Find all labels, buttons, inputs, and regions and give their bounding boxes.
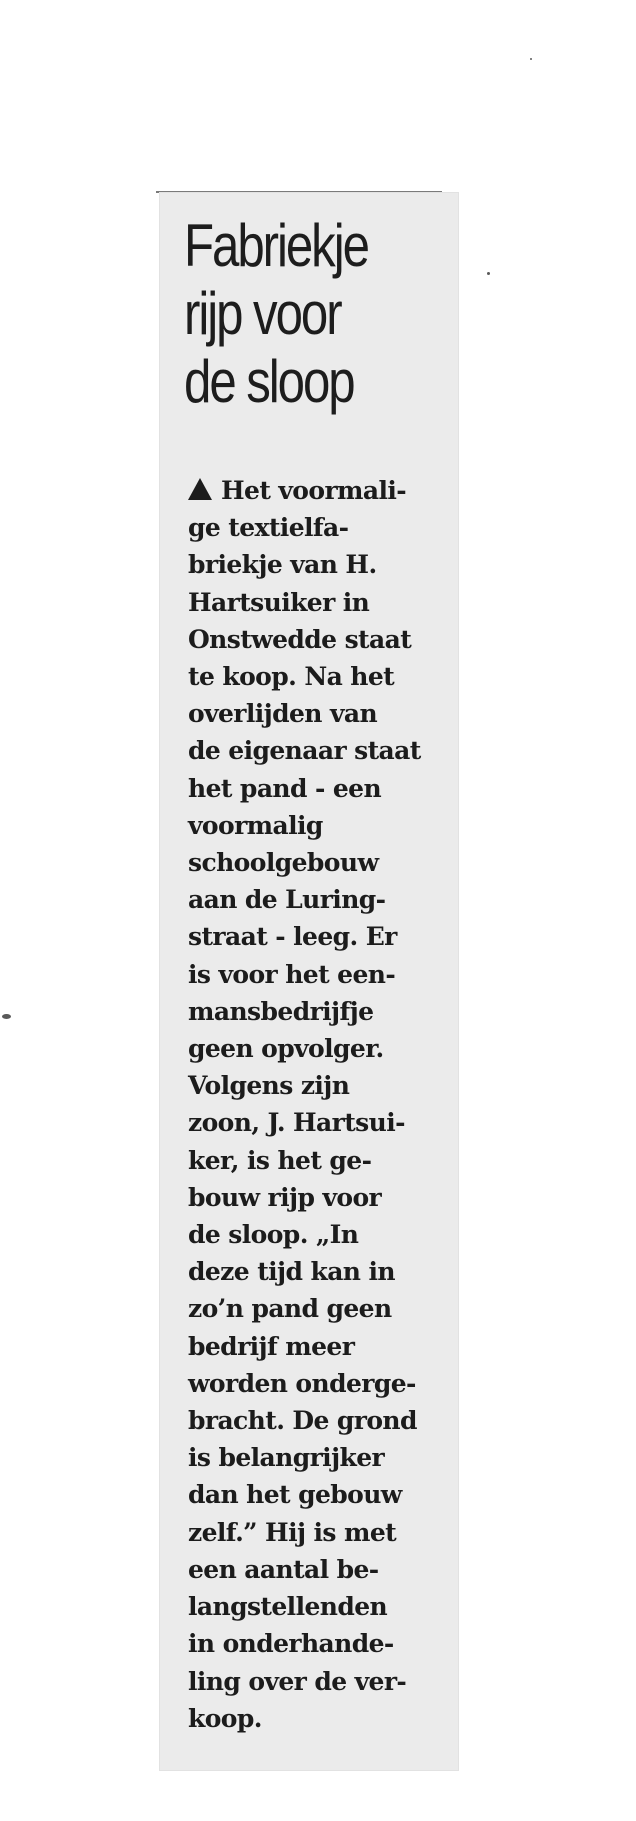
article-line: worden onderge- bbox=[188, 1368, 416, 1398]
article-line: langstellenden bbox=[188, 1592, 388, 1622]
scan-speck bbox=[2, 1014, 11, 1019]
article-body bbox=[188, 472, 468, 1737]
article-line: bouw rijp voor bbox=[188, 1182, 382, 1212]
headline-line-1: Fabriekje bbox=[184, 212, 368, 279]
article-line: Hartsuiker in bbox=[188, 587, 370, 617]
article-line: de eigenaar staat bbox=[188, 736, 421, 766]
headline bbox=[184, 212, 405, 416]
triangle-up-icon bbox=[188, 478, 212, 500]
article-line: ling over de ver- bbox=[188, 1666, 407, 1696]
headline-line-3: de sloop bbox=[184, 348, 354, 415]
article-line: zelf.” Hij is met bbox=[188, 1517, 397, 1547]
article-line: ker, is het ge- bbox=[188, 1145, 372, 1175]
article-line: Volgens zijn bbox=[188, 1071, 350, 1101]
article-line: straat - leeg. Er bbox=[188, 922, 397, 952]
article-line: bedrijf meer bbox=[188, 1331, 355, 1361]
article-line: mansbedrijfje bbox=[188, 996, 374, 1026]
article-line: een aantal be- bbox=[188, 1554, 379, 1584]
article-line: dan het gebouw bbox=[188, 1480, 402, 1510]
article-line: koop. bbox=[188, 1703, 262, 1733]
article-line: is voor het een- bbox=[188, 959, 396, 989]
article-line: in onderhande- bbox=[188, 1629, 394, 1659]
article-line: geen opvolger. bbox=[188, 1034, 384, 1064]
article-line: briekje van H. bbox=[188, 550, 377, 580]
scan-speck bbox=[530, 58, 532, 60]
scan-speck bbox=[487, 272, 490, 275]
article-line: te koop. Na het bbox=[188, 662, 395, 692]
article-line: deze tijd kan in bbox=[188, 1257, 395, 1287]
article-line: overlijden van bbox=[188, 699, 378, 729]
article-line: bracht. De grond bbox=[188, 1406, 417, 1436]
article-line bbox=[188, 472, 468, 509]
article-line: is belangrijker bbox=[188, 1443, 385, 1473]
article-line: de sloop. „In bbox=[188, 1220, 359, 1250]
article-line: schoolgebouw bbox=[188, 848, 379, 878]
article-line: zoon, J. Hartsui- bbox=[188, 1108, 405, 1138]
article-line: voormalig bbox=[188, 810, 323, 840]
article-line: het pand - een bbox=[188, 773, 382, 803]
article-line-text: Het voormali- bbox=[221, 476, 407, 505]
article-line: Onstwedde staat bbox=[188, 624, 412, 654]
article-line: ge textielfa- bbox=[188, 513, 349, 543]
headline-line-2: rijp voor bbox=[184, 280, 341, 347]
article-line: aan de Luring- bbox=[188, 885, 386, 915]
article-line: zo’n pand geen bbox=[188, 1294, 392, 1324]
